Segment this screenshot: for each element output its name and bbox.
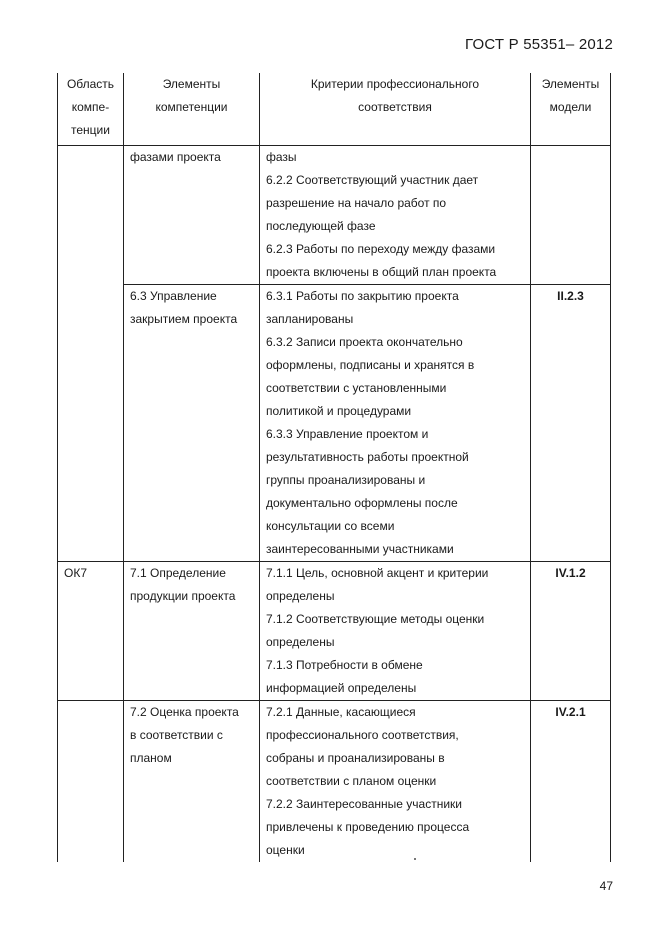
element-cell: 6.3 Управление закрытием проекта xyxy=(124,284,260,561)
column-header-elements: Элементы компетенции xyxy=(124,73,260,145)
element-cell: 7.1 Определение продукции проекта xyxy=(124,561,260,700)
area-cell xyxy=(58,284,124,561)
document-standard-header: ГОСТ Р 55351– 2012 xyxy=(465,36,613,53)
criteria-cell: 7.2.1 Данные, касающиеся профессионального соответствия, собраны и проанализированы в соответствии с планом оценки 7.2.2 Заинтересованные участники привлечены к проведению процесса оценки xyxy=(260,700,531,862)
criteria-cell: фазы 6.2.2 Соответствующий участник дает разрешение на начало работ по последующей фазе 6.2.3 Работы по переходу между фазами проекта включены в общий план проекта xyxy=(260,145,531,284)
scan-speck xyxy=(414,858,416,860)
table-header-row xyxy=(58,73,611,145)
model-cell: IV.2.1 xyxy=(531,700,611,862)
model-cell: IV.1.2 xyxy=(531,561,611,700)
column-header-model: Элементы модели xyxy=(531,73,611,145)
table-row xyxy=(58,145,611,284)
element-cell: 7.2 Оценка проекта в соответствии с планом xyxy=(124,700,260,862)
model-cell: II.2.3 xyxy=(531,284,611,561)
area-cell: ОК7 xyxy=(58,561,124,700)
column-header-criteria: Критерии профессионального соответствия xyxy=(260,73,531,145)
element-cell: фазами проекта xyxy=(124,145,260,284)
column-header-area: Область компе- тенции xyxy=(58,73,124,145)
model-cell xyxy=(531,145,611,284)
criteria-cell: 6.3.1 Работы по закрытию проекта запланированы 6.3.2 Записи проекта окончательно оформлены, подписаны и хранятся в соответствии с установленными политикой и процедурами 6.3.3 Управление проектом и результативность работы проектной группы проанализированы и документально оформлены после консультации со всеми заинтересованными участниками xyxy=(260,284,531,561)
criteria-cell: 7.1.1 Цель, основной акцент и критерии определены 7.1.2 Соответствующие методы оценки определены 7.1.3 Потребности в обмене информацией определены xyxy=(260,561,531,700)
area-cell xyxy=(58,145,124,284)
table-row xyxy=(58,561,611,700)
competence-table xyxy=(57,73,611,862)
area-cell xyxy=(58,700,124,862)
page-number: 47 xyxy=(599,879,613,893)
table-row xyxy=(58,700,611,862)
table-row xyxy=(58,284,611,561)
